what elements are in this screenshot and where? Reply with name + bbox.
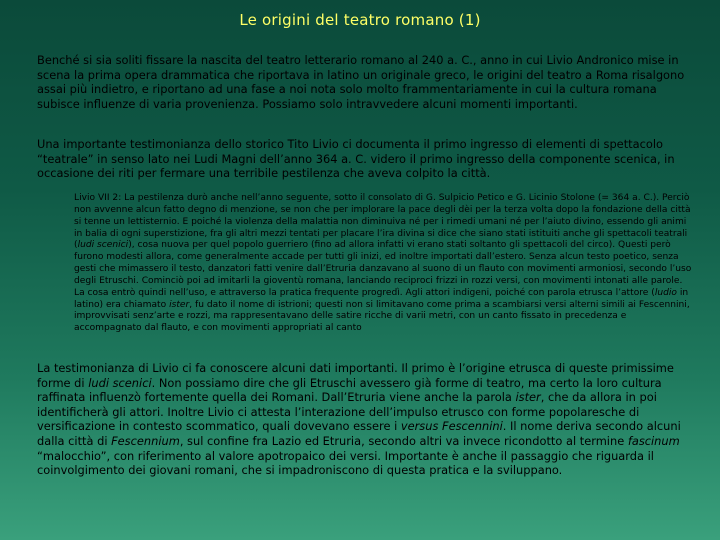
analysis-text: La testimonianza di Livio ci fa conoscere alcuni dati importanti. Il primo è l’origine etrusca di queste primissime forme di: [37, 361, 674, 390]
paragraph-intro: Benché si sia soliti fissare la nascita del teatro letterario romano al 240 a. C., anno in cui Livio Andronico mise in scena la prima opera drammatica che riportava in latino un originale greco, le origini del teatro a Roma risalgono assai più indietro, e riportano ad una fase a noi nota solo molto frammentariamente in cui la cultura romana subisce influenze di varia provenienza. Possiamo solo intravvedere alcuni momenti importanti.: [37, 53, 685, 111]
analysis-emphasis: ister: [515, 390, 541, 405]
analysis-emphasis: ludi scenici: [88, 375, 152, 390]
quote-emphasis: ludio: [654, 287, 677, 298]
analysis-text: . Il nome deriva secondo alcuni dalla città di: [37, 419, 681, 448]
quote-emphasis: ludi scenici: [77, 240, 129, 251]
quote-text: in latino) era chiamato: [74, 287, 689, 310]
analysis-text: , che da allora in poi identificherà gli attori. Inoltre Livio ci attesta l’interazione dell’impulso etrusco con forme popolaresche di versificazione in contesto scommatico, quali dovevano essere i: [37, 390, 657, 434]
quote-text: Livio VII 2: La pestilenza durò anche nell’anno seguente, sotto il consolato di G. Sulpicio Petico e G. Licinio Stolone (= 364 a. C.). Perciò non avvenne alcun fatto degno di menzione, se non che per implorare la pace degli dèi per la terza volta dopo la fondazione della città si tenne un lettisternio. E poiché la violenza della malattia non diminuiva né per i rimedi umani né per l’aiuto divino, essendo gli animi in balia di ogni superstizione, fra gli altri mezzi tentati per placare l’ira divina si dice che siano stati istituiti anche gli spettacoli teatrali (: [74, 193, 691, 251]
slide-title: Le origini del teatro romano (1): [239, 11, 481, 29]
quote-emphasis: ister: [169, 299, 190, 310]
paragraph-analysis: [37, 361, 692, 478]
quote-text: , fu dato il nome di istrioni; questi non si limitavano come prima a scambiarsi versi alterni simili ai Fescennini, improvvisati senz’arte e rozzi, ma rappresentavano delle satire ricche di varii metri, con un canto fissato in precedenza e accompagnato dal flauto, e con movimenti appropriati al canto: [74, 299, 690, 334]
analysis-text: “malocchio”, con riferimento al valore apotropaico dei versi. Importante è anche il passaggio che riguarda il coinvolgimento dei giovani romani, che si impadroniscono di questa pratica e la sviluppano.: [37, 448, 654, 478]
analysis-emphasis: Fescennium: [111, 433, 180, 448]
analysis-text: , sul confine fra Lazio ed Etruria, secondo altri va invece ricondotto al termine: [179, 433, 628, 448]
quote-text: ), cosa nuova per quel popolo guerriero (fino ad allora infatti vi erano stati soltanto gli spettacoli del circo). Questi però furono modesti allora, come generalmente accade per tutti gli inizi, ed inoltre importati dall’estero. Senza alcun testo poetico, senza gesti che mimassero il testo, danzatori fatti venire dall’Etruria danzavano al suono di un flauto con movimenti armoniosi, secondo l’uso degli Etruschi. Cominciò poi ad imitarli la gioventù romana, lanciando reciproci frizzi in rozzi versi, con movimenti intonati alle parole. La cosa entrò quindi nell’uso, e attraverso la pratica frequente progredì. Agli attori indigeni, poiché con parola etrusca l’attore (: [74, 240, 692, 298]
livio-quote: [74, 193, 692, 335]
analysis-text: . Non possiamo dire che gli Etruschi avessero già forme di teatro, ma certo la loro cultura raffinata influenzò fortemente quella dei Romani. Dall’Etruria viene anche la parola: [37, 375, 662, 405]
analysis-emphasis: fascinum: [627, 433, 680, 448]
paragraph-livio-testimony: Una importante testimonianza dello storico Tito Livio ci documenta il primo ingresso di elementi di spettacolo “teatrale” in senso lato nei Ludi Magni dell’anno 364 a. C. videro il primo ingresso della componente scenica, in occasione dei riti per fermare una terribile pestilenza che aveva colpito la città.: [37, 137, 675, 181]
analysis-emphasis: versus Fescennini: [400, 419, 503, 434]
